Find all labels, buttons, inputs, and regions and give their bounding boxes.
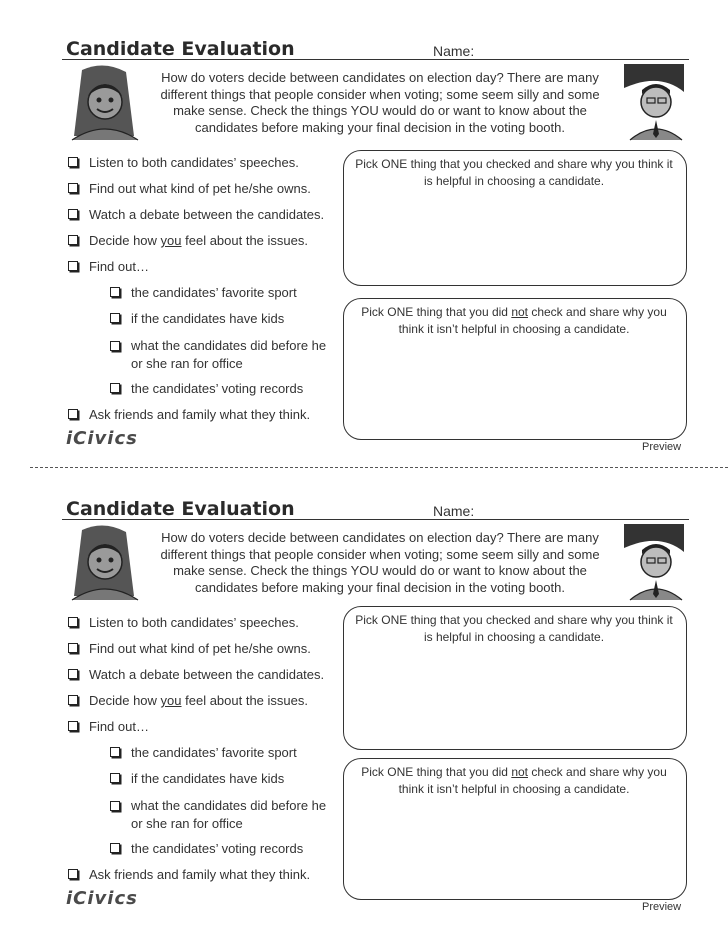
name-label: Name: bbox=[433, 503, 475, 519]
worksheet-copy-bottom bbox=[0, 460, 728, 920]
checkbox-icon[interactable] bbox=[110, 341, 120, 351]
check-item-debate[interactable]: Watch a debate between the candidates. bbox=[68, 207, 324, 222]
sub-item-before-office[interactable]: what the candidates did before he or she ran for office bbox=[110, 337, 335, 373]
check-item-issues[interactable]: Decide how you feel about the issues. bbox=[68, 233, 308, 248]
check-item-debate[interactable]: Watch a debate between the candidates. bbox=[68, 667, 324, 682]
preview-label: Preview bbox=[642, 901, 682, 913]
checkbox-icon[interactable] bbox=[68, 183, 78, 193]
voter-illustration-right-icon bbox=[620, 522, 688, 602]
checkbox-icon[interactable] bbox=[68, 869, 78, 879]
header-rule bbox=[62, 59, 689, 60]
answer-box-checked[interactable] bbox=[343, 150, 687, 286]
answer-prompt-unchecked: Pick ONE thing that you did not check and share why you think it isn’t helpful in choosing a candidate. bbox=[361, 765, 667, 796]
sub-item-kids[interactable]: if the candidates have kids bbox=[110, 311, 284, 326]
answer-box-unchecked[interactable] bbox=[343, 298, 687, 440]
worksheet-copy-top bbox=[0, 0, 728, 460]
checkbox-icon[interactable] bbox=[110, 801, 120, 811]
checkbox-icon[interactable] bbox=[110, 313, 120, 323]
answer-box-unchecked[interactable] bbox=[343, 758, 687, 900]
checkbox-icon[interactable] bbox=[68, 157, 78, 167]
check-item-find-out[interactable]: Find out… bbox=[68, 259, 149, 274]
worksheet-title: Candidate Evaluation bbox=[66, 38, 295, 60]
checkbox-icon[interactable] bbox=[68, 695, 78, 705]
check-item-speeches[interactable]: Listen to both candidates’ speeches. bbox=[68, 615, 299, 630]
checkbox-icon[interactable] bbox=[68, 721, 78, 731]
checkbox-icon[interactable] bbox=[68, 261, 78, 271]
checkbox-icon[interactable] bbox=[110, 747, 120, 757]
checkbox-icon[interactable] bbox=[68, 409, 78, 419]
icivics-logo: iCivics bbox=[66, 428, 138, 449]
voter-illustration-right-icon bbox=[620, 62, 688, 142]
worksheet-title: Candidate Evaluation bbox=[66, 498, 295, 520]
voter-illustration-left-icon bbox=[64, 522, 146, 602]
sub-item-sport[interactable]: the candidates’ favorite sport bbox=[110, 285, 297, 300]
sub-item-voting-records[interactable]: the candidates’ voting records bbox=[110, 841, 303, 856]
answer-box-checked[interactable] bbox=[343, 606, 687, 750]
checkbox-icon[interactable] bbox=[110, 287, 120, 297]
checkbox-icon[interactable] bbox=[110, 843, 120, 853]
checkbox-icon[interactable] bbox=[68, 235, 78, 245]
preview-label: Preview bbox=[642, 441, 682, 453]
check-item-speeches[interactable]: Listen to both candidates’ speeches. bbox=[68, 155, 299, 170]
answer-prompt-checked: Pick ONE thing that you checked and share why you think it is helpful in choosing a candidate. bbox=[355, 157, 673, 188]
header-rule bbox=[62, 519, 689, 520]
sub-item-before-office[interactable]: what the candidates did before he or she ran for office bbox=[110, 797, 335, 833]
intro-text: How do voters decide between candidates on election day? There are many different things that people consider when voting; some seem silly and some make sense. Check the things YOU would do or want to know about the candidates before making your final decision in the voting booth. bbox=[160, 530, 600, 595]
sub-item-kids[interactable]: if the candidates have kids bbox=[110, 771, 284, 786]
checkbox-icon[interactable] bbox=[68, 209, 78, 219]
check-item-pet[interactable]: Find out what kind of pet he/she owns. bbox=[68, 181, 311, 196]
name-label: Name: bbox=[433, 43, 475, 59]
check-item-ask-friends[interactable]: Ask friends and family what they think. bbox=[68, 867, 310, 882]
checkbox-icon[interactable] bbox=[68, 617, 78, 627]
intro-text: How do voters decide between candidates on election day? There are many different things that people consider when voting; some seem silly and some make sense. Check the things YOU would do or want to know about the candidates before making your final decision in the voting booth. bbox=[160, 70, 600, 135]
icivics-logo: iCivics bbox=[66, 888, 138, 909]
checkbox-icon[interactable] bbox=[68, 643, 78, 653]
voter-illustration-left-icon bbox=[64, 62, 146, 142]
sub-item-voting-records[interactable]: the candidates’ voting records bbox=[110, 381, 303, 396]
check-item-ask-friends[interactable]: Ask friends and family what they think. bbox=[68, 407, 310, 422]
answer-prompt-unchecked: Pick ONE thing that you did not check and share why you think it isn’t helpful in choosing a candidate. bbox=[361, 305, 667, 336]
check-item-pet[interactable]: Find out what kind of pet he/she owns. bbox=[68, 641, 311, 656]
answer-prompt-checked: Pick ONE thing that you checked and share why you think it is helpful in choosing a candidate. bbox=[355, 613, 673, 644]
sub-item-sport[interactable]: the candidates’ favorite sport bbox=[110, 745, 297, 760]
checkbox-icon[interactable] bbox=[110, 383, 120, 393]
check-item-find-out[interactable]: Find out… bbox=[68, 719, 149, 734]
checkbox-icon[interactable] bbox=[68, 669, 78, 679]
check-item-issues[interactable]: Decide how you feel about the issues. bbox=[68, 693, 308, 708]
checkbox-icon[interactable] bbox=[110, 773, 120, 783]
